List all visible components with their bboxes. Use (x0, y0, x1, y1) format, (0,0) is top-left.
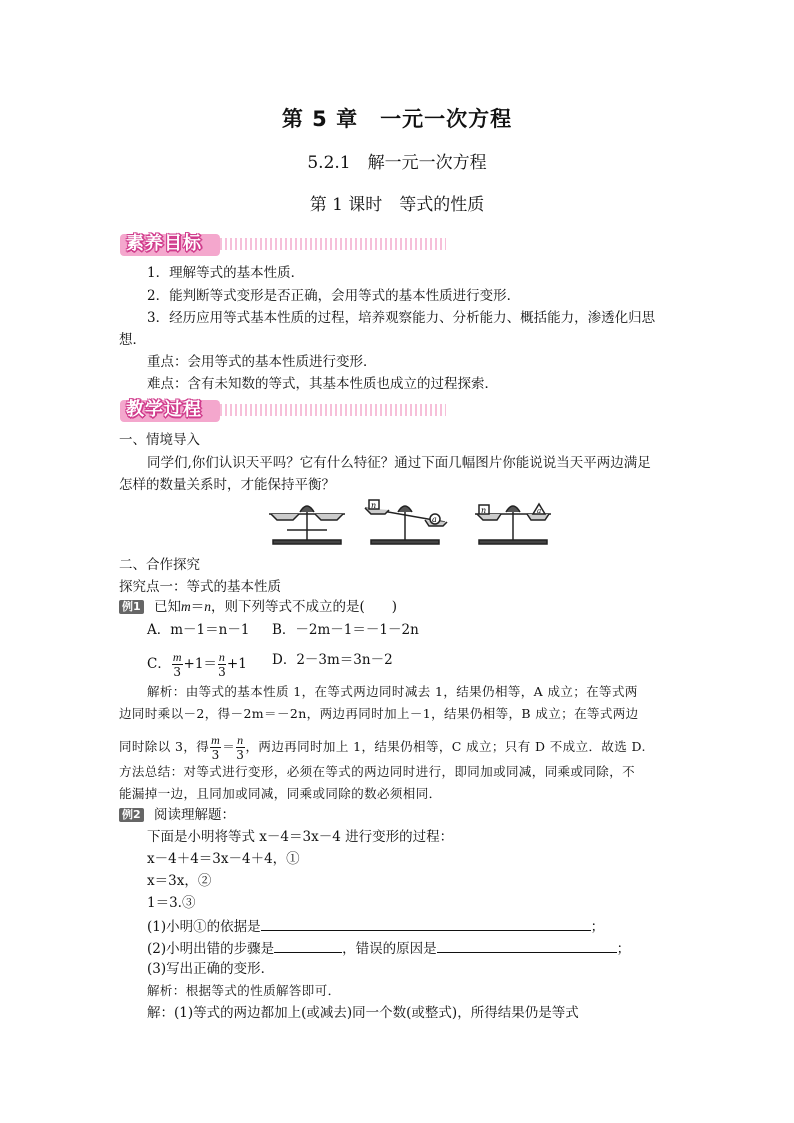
denominator: 3 (236, 748, 245, 762)
var-n: n (204, 599, 211, 614)
answer-blank[interactable] (274, 938, 342, 953)
punct: ； (616, 941, 631, 957)
step-3: 1＝3.③ (147, 895, 196, 911)
fraction-n-over-3 (218, 650, 226, 679)
goal-item: 1．理解等式的基本性质． (147, 265, 305, 281)
question-1 (147, 916, 604, 936)
eq-sign: ＝ (190, 599, 205, 615)
part1-text: 同学们,你们认识天平吗？它有什么特征？通过下面几幅图片你能说说当天平两边满足 (147, 455, 651, 471)
analysis-text: ，两边再同时加上 1，结果仍相等，C 成立；只有 D 不成立．故选 D. (245, 739, 646, 754)
analysis-line: 解析：由等式的基本性质 1，在等式两边同时减去 1，结果仍相等，A 成立；在等式两 (147, 684, 638, 699)
balance-scales-illustration (265, 496, 565, 546)
question-3: (3)写出正确的变形． (147, 961, 275, 977)
fraction-n-over-3 (236, 733, 244, 762)
part1-heading: 一、情境导入 (119, 432, 200, 448)
balance-scale-level (269, 506, 345, 544)
analysis-line: 边同时乘以－2，得－2m＝－2n，两边再同时加上－1，结果仍相等，B 成立；在等式两边 (119, 706, 639, 721)
example-1-tag: 例1 (119, 600, 144, 614)
example-2-stem: 阅读理解题： (154, 807, 235, 823)
stem-text: 已知 (154, 599, 181, 615)
analysis-line (119, 733, 646, 762)
example-2-tag: 例2 (119, 808, 144, 822)
question-2 (147, 938, 630, 958)
option-b: B．－2m－1＝－1－2n (272, 622, 419, 638)
scale-label-n: n (371, 501, 377, 510)
option-c-mid: +1＝ (183, 656, 217, 672)
numerator: n (237, 733, 244, 747)
example-2-answer: 解：(1)等式的两边都加上(或减去)同一个数(或整式)，所得结果仍是等式 (147, 1005, 579, 1021)
step-2: x＝3x，② (147, 873, 212, 889)
denominator: 3 (211, 748, 220, 762)
denominator: 3 (173, 665, 181, 679)
chapter-title: 第 5 章 一元一次方程 (281, 107, 513, 131)
example-1-stem (154, 598, 397, 616)
fraction-m-over-3 (172, 650, 183, 679)
numerator: m (211, 733, 221, 747)
question-text: ，错误的原因是 (342, 941, 437, 957)
question-text: (1)小明①的依据是 (147, 919, 261, 935)
difficult-point: 难点：含有未知数的等式，其基本性质也成立的过程探索． (147, 376, 498, 392)
option-d: D．2－3m＝3n－2 (272, 652, 393, 668)
numerator: m (172, 650, 182, 664)
answer-blank[interactable] (261, 916, 591, 931)
goal-item: 3．经历应用等式基本性质的过程，培养观察能力、分析能力、概括能力，渗透化归思 (147, 310, 656, 326)
question-text: (2)小明出错的步骤是 (147, 941, 275, 957)
numerator: n (218, 650, 225, 664)
lesson-title: 第 1 课时 等式的性质 (309, 195, 485, 215)
var-m: m (181, 599, 191, 614)
exploration-point: 探究点一：等式的基本性质 (119, 579, 281, 595)
step-1: x－4＋4＝3x－4＋4，① (147, 851, 300, 867)
denominator: 3 (218, 665, 226, 679)
part1-text: 怎样的数量关系时，才能保持平衡？ (119, 477, 335, 493)
stem-text: ，则下列等式不成立的是( ) (211, 599, 398, 615)
eq-sign: ＝ (222, 739, 236, 754)
analysis-text: 同时除以 3，得 (119, 739, 210, 754)
method-summary: 能漏掉一边，且同加或同减，同乘或同除的数必须相同． (119, 786, 442, 801)
example-2-intro: 下面是小明将等式 x－4＝3x－4 进行变形的过程： (147, 829, 454, 845)
scale-label-n: n (481, 506, 487, 515)
section-title: 5.2.1 解一元一次方程 (307, 153, 487, 173)
part2-heading: 二、合作探究 (119, 557, 200, 573)
key-point: 重点：会用等式的基本性质进行变形． (147, 354, 377, 370)
option-c-label: C． (147, 656, 171, 672)
process-banner-label: 教学过程 (126, 399, 202, 420)
punct: ； (590, 919, 605, 935)
option-a: A．m－1＝n－1 (147, 622, 250, 638)
option-c-end: +1 (226, 656, 247, 672)
fraction-m-over-3 (210, 733, 221, 762)
goals-banner-label: 素养目标 (126, 233, 202, 254)
goal-item: 2．能判断等式变形是否正确，会用等式的基本性质进行变形． (147, 288, 521, 304)
answer-blank[interactable] (437, 938, 617, 953)
option-c (147, 650, 247, 679)
goals-banner (120, 232, 446, 254)
method-summary: 方法总结：对等式进行变形，必须在等式的两边同时进行，即同加或同减，同乘或同除，不 (119, 764, 636, 779)
process-banner (120, 398, 446, 420)
example-2-analysis: 解析：根据等式的性质解答即可． (147, 983, 341, 998)
scale-label-a: a (432, 515, 437, 524)
scale-label-a: a (537, 507, 542, 515)
goal-item: 想． (119, 332, 146, 348)
